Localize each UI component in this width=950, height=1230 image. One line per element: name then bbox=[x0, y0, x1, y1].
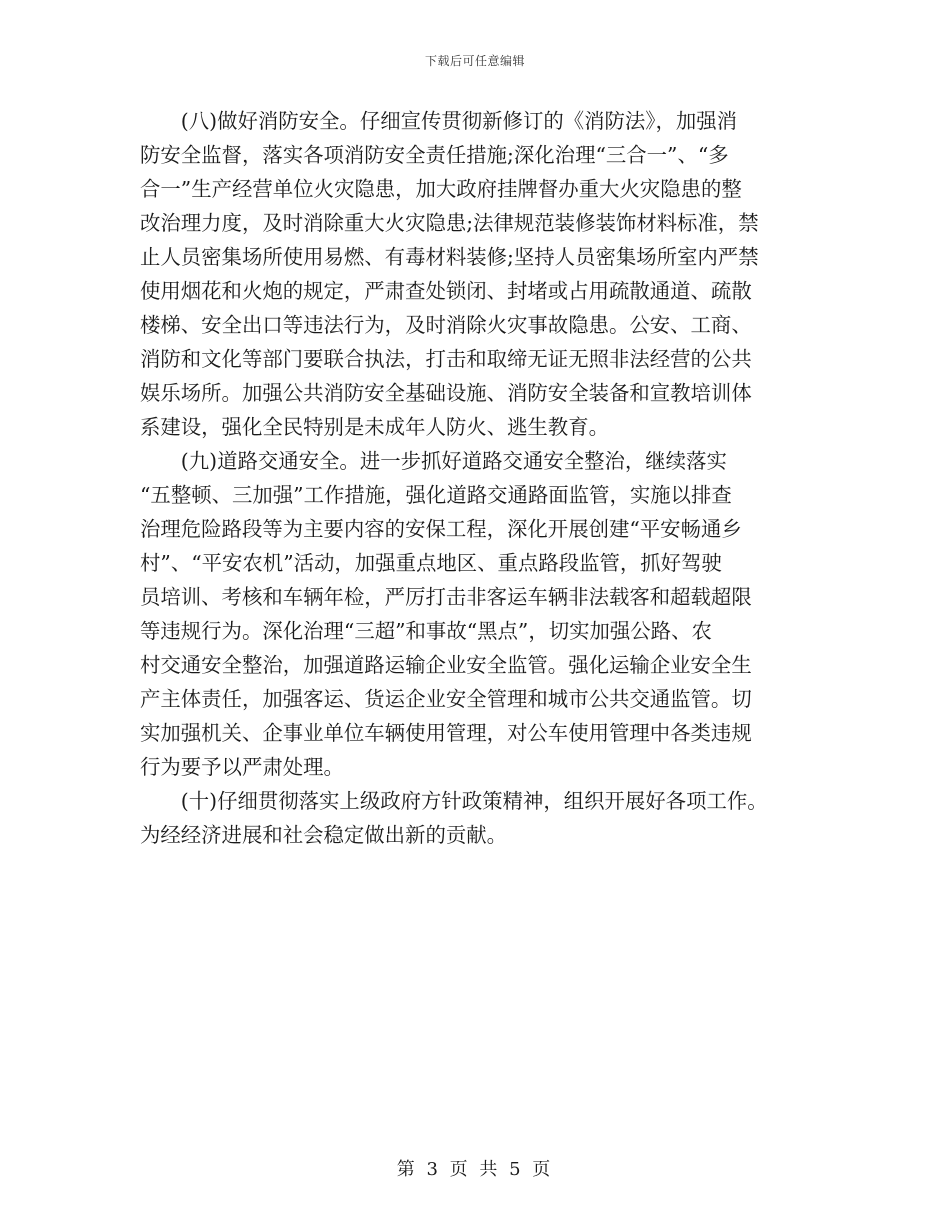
paragraph-line: 楼梯、安全出口等违法行为，及时消除火灾事故隐患。公安、工商、 bbox=[140, 313, 752, 337]
page-number-footer: 第 3 页 共 5 页 bbox=[396, 1159, 554, 1180]
paragraph-line: 治理危险路段等为主要内容的安保工程，深化开展创建“平安畅通乡 bbox=[140, 517, 742, 541]
paragraph-line: 为经经济进展和社会稳定做出新的贡献。 bbox=[140, 823, 508, 847]
paragraph-line: (十)仔细贯彻落实上级政府方针政策精神，组织开展好各项工作。 bbox=[140, 789, 768, 813]
paragraph-line: 产主体责任，加强客运、货运企业安全管理和城市公共交通监管。切 bbox=[140, 687, 752, 711]
paragraph-line: 娱乐场所。加强公共消防安全基础设施、消防安全装备和宣教培训体 bbox=[140, 381, 752, 405]
paragraph-line: 村”、“平安农机”活动，加强重点地区、重点路段监管，抓好驾驶 bbox=[140, 551, 722, 575]
paragraph-line: 员培训、考核和车辆年检，严厉打击非客运车辆非法载客和超载超限 bbox=[140, 585, 752, 609]
paragraph-line: 行为要予以严肃处理。 bbox=[140, 755, 344, 779]
page-header-note: 下载后可任意编辑 bbox=[424, 54, 525, 68]
paragraph-line: 使用烟花和火炮的规定，严肃查处锁闭、封堵或占用疏散通道、疏散 bbox=[140, 279, 752, 303]
paragraph-line: (九)道路交通安全。进一步抓好道路交通安全整治，继续落实 bbox=[140, 449, 727, 473]
paragraph-line: 系建设，强化全民特别是未成年人防火、逃生教育。 bbox=[140, 415, 609, 439]
paragraph-line: “五整顿、三加强”工作措施，强化道路交通路面监管，实施以排查 bbox=[140, 483, 732, 507]
paragraph-line: 合一”生产经营单位火灾隐患，加大政府挂牌督办重大火灾隐患的整 bbox=[140, 177, 742, 201]
paragraph-line: 止人员密集场所使用易燃、有毒材料装修;坚持人员密集场所室内严禁 bbox=[140, 245, 759, 269]
document-body bbox=[140, 104, 820, 852]
paragraph-line: 等违规行为。深化治理“三超”和事故“黑点”，切实加强公路、农 bbox=[140, 619, 712, 643]
paragraph-line: 防安全监督，落实各项消防安全责任措施;深化治理“三合一”、“多 bbox=[140, 143, 729, 167]
paragraph-line: 消防和文化等部门要联合执法，打击和取缔无证无照非法经营的公共 bbox=[140, 347, 752, 371]
paragraph-line: 实加强机关、企事业单位车辆使用管理，对公车使用管理中各类违规 bbox=[140, 721, 752, 745]
paragraph-line: (八)做好消防安全。仔细宣传贯彻新修订的《消防法》，加强消 bbox=[140, 109, 738, 133]
paragraph-line: 村交通安全整治，加强道路运输企业安全监管。强化运输企业安全生 bbox=[140, 653, 752, 677]
paragraph-line: 改治理力度，及时消除重大火灾隐患;法律规范装修装饰材料标准，禁 bbox=[140, 211, 759, 235]
